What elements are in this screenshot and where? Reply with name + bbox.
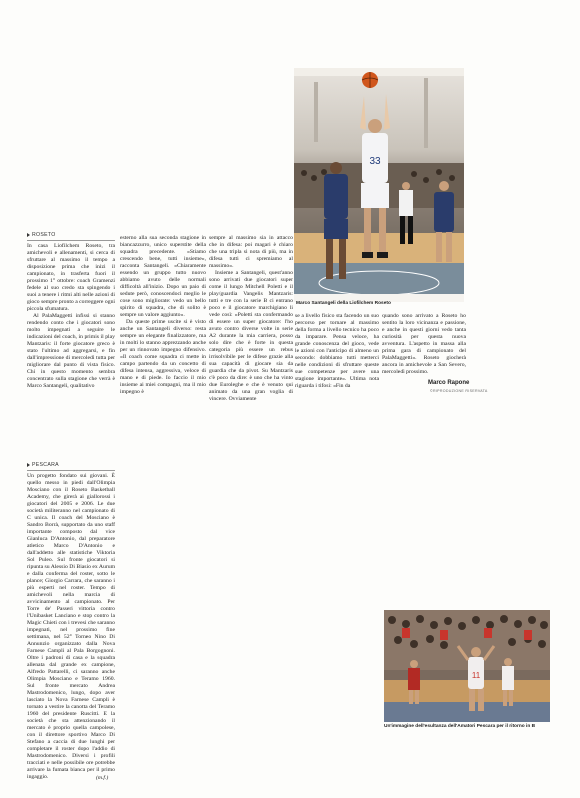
photo-santangeli (294, 68, 464, 302)
pescara-body-p1: Un progetto fondato sui giovani. È quello messo in piedi dall'Olimpia Mosciano con il Roseto Basketball Academy, che girerà ai giallorossi i giocatori del 2005 e 2006. Le due società militeranno nel campionato di C unica. Il coach del Mosciano è Sandro Borrà, supportato da uno staff importante composto dal vice Gianluca D'Antonio, dal preparatore atletico Marco D'Antonio e dall'addetto alle statistiche Viktoria Sol Puleo. Sul fronte giocatori si ripunta su Alessio Di Biasio ex Aurum e dalla conferma del roster, sotto le plance; Giorgio Carrara, che saranno i più esperti nel roster. Tempo di amichevoli nella marcia di avvicinamento al campionato. Per Torre de' Passeri vittoria contro l'Unibasket Lanciano e stop contro la Magic Chieti con i trevesi che saranno impegnati, nel prossimo fine settimana, nel 52° Torneo Nino Di Annunzio organizzato dalla Nova Farnese Campli al Pala Borgognoni. Oltre i padroni di casa e la squadra allenata dal grande ex campione, Alfredo Pattarelli, ci saranno anche Olimpia Mosciano e Teramo 1960. Sul fronte mercato Andrea Mastrodomenico, lungo, dopo aver lasciato la Nova Farnese Campli è tornato a vestire la canotta del Teramo 1960 del presidente Ruscitti. E la società che sta attenzionando il mercato è proprio quella campolese, con il direttore sportivo Marco Di Stefano a caccia di due lunghi per completare il roster dopo l'addio di Mastrodomenico. Diversi i profili tracciati e nelle possibile ore potrebbe arrivare la fumata bianca per il primo ingaggio. (27, 473, 115, 780)
photo-santangeli-art (294, 68, 464, 302)
roseto-col4-p1: se a livello fisico sta facendo un suo percorso per tornare al massimo della forma a livello tecnico ha poco da imparare. Pensa veloce, ha grande conoscenza del gioco, vede le azioni con l'anticipo di almeno un secondo: dobbiamo tutti metterci nelle condizioni di sfruttare queste sue competenze per avere una stagione importante». Ultima nota riguarda i tifosi: «Fin da (295, 313, 379, 389)
jersey-number-home: 33 (369, 156, 381, 167)
roseto-col-4 (295, 313, 379, 395)
roseto-col1-p2: Al PalaMaggetti infissi si stanno rendendo conto che i giocatori sono molto impegnati a seguire le indicazioni del coach, in primis il play Mantzaris: il forte giocatore greco è stato l'ultimo ad aggregarsi, e fin dall'impressione di mercoledì tutta per migliorare dal punto di vista fisico. Chi in questo momento sembra concentrato sulla stagione che verrà è Marco Santangeli, qualitativo (27, 313, 115, 389)
section-rule-pescara (27, 470, 115, 471)
roseto-col-2 (120, 235, 206, 395)
roseto-col5-p1: quando sono arrivato a Roseto ho sentito la loro vicinanza e passione, e anche in questi giorni vedo tanta curiosità per questa nuova avventura. L'aspetto in massa alla prima gara di campionato del PalaMaggetti». Roseto giocherà ancora in amichevole a San Severo, mercoledì prossimo. (382, 313, 466, 375)
roseto-col2-p1: esterno alla sua seconda stagione in biancazzurro, unico superstite della squadra precedente. «Stiamo crescendo bene, tutti insieme», racconta Santangeli. «Chiaramente essendo un gruppo tutto nuovo abbiamo avuto delle normali difficoltà all'inizio. Dopo un paio di sedute però, conoscendoci meglio le cose sono migliorate: vedo un bello spirito di squadra, che di solito è sempre un valore aggiunto». (120, 235, 206, 318)
section-label-pescara-text: PESCARA (32, 462, 59, 468)
photo-caption-pescara: Un'immagine dell'esultanza dell'Amatori Pescara per il ritorno in B (384, 724, 536, 729)
signature-roseto: Marco Rapone (428, 380, 470, 386)
triangle-icon (27, 233, 30, 237)
photo-caption-santangeli: Marco Santangeli della Liofilchem Roseto (296, 301, 391, 306)
roseto-col-1 (27, 243, 115, 393)
section-rule-roseto (27, 240, 115, 241)
roseto-col-5 (382, 313, 466, 375)
section-label-roseto (27, 232, 56, 238)
section-label-pescara (27, 462, 59, 468)
roseto-col2-p2: Da queste prime uscite si è visto anche un Santangeli diverso: resta sempre un elegante finalizzatore, ma in molti lo stanno apprezzando anche per un rinnovato impegno difensivo. «Il coach come squadra ci mette in campo partendo da un concetto di difesa intensa, aggressiva, veloce di mano e di piede. Io faccio il mio insieme ai miei compagni, ma il mio impegno è (120, 319, 206, 395)
credit-roseto: ©RIPRODUZIONE RISERVATA (430, 389, 488, 393)
roseto-col3-p1: sempre al massimo sia in attacco che in difesa: poi magari è chiaro che una tripla si nota di più, ma in difesa tutti ci spremiamo al massimo». (209, 235, 293, 269)
roseto-col-3 (209, 235, 293, 402)
photo-pescara (384, 610, 550, 722)
section-label-roseto-text: ROSETO (32, 232, 56, 238)
roseto-col3-p2: Insieme a Santangeli, quest'anno sono arrivati due giocatori super come il lungo Mitchell Poletti e il play/guardia Vangelis Mantzaris: tutti e tre con la serie B ci entrano poco e il giocatore marchigiano li vede così: «Poletti sta confermando di essere un super giocatore: l'ho avuto contro diverse volte in serie A2 durante la mia carriera, posso solo dire che è forte in questa categoria più essere un rebus irrisolvibile per le difese grazie alla sua capacità di giocare sia da guardia che da pivot. Su Mantzaris c'è poco da dire: è uno che ha vinto due Euroleghe e che è venuto qui animato da una gran voglia di vincere. Ovviamente (209, 270, 293, 402)
jersey-number-pescara: 11 (471, 671, 481, 680)
triangle-icon (27, 463, 30, 467)
roseto-col1-p1: In casa Liofilchem Roseto, tra amichevoli e allenamenti, si cerca di sfruttare al massimo il tempo a disposizione prima che inizi il campionato, in trasferta fuori il prossimo 1° ottobre: coach Gramenzi fedele al suo credo sta spingendo i suoi a tenere i ritmi alti nelle azioni di gioco sempre pronto a correggere ogni piccola sfumatura. (27, 243, 115, 312)
photo-pescara-art (384, 610, 550, 722)
pescara-signoff: (m.f.) (96, 775, 109, 781)
